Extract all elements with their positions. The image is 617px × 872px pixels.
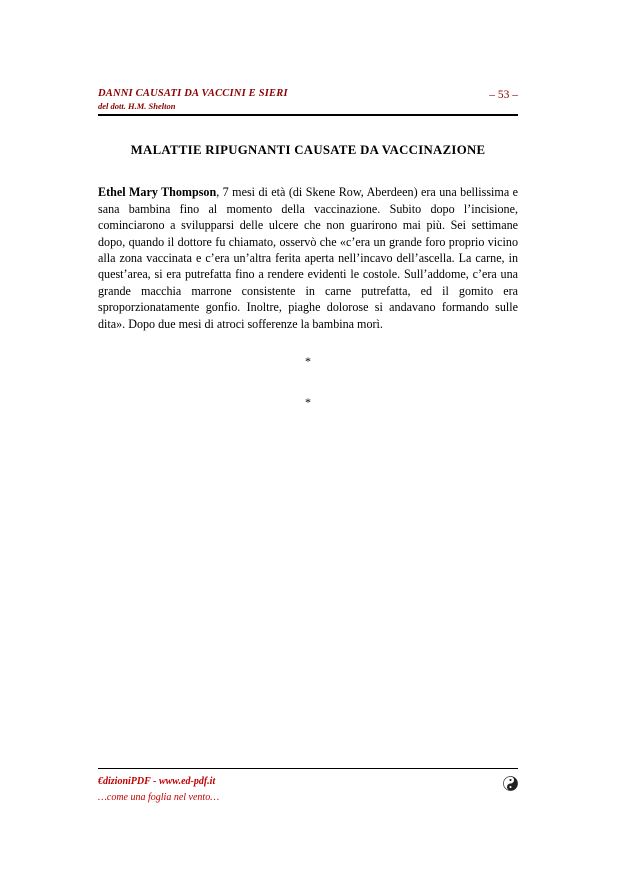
- page-number: – 53 –: [489, 89, 518, 101]
- footer-row: [98, 775, 518, 804]
- footer-text-block: [98, 775, 219, 804]
- page-footer: [98, 768, 518, 804]
- separator-asterisk-2: *: [305, 395, 311, 410]
- separator-asterisk-1: *: [305, 354, 311, 369]
- book-author: del dott. H.M. Shelton: [98, 100, 176, 111]
- lead-name: Ethel Mary Thompson: [98, 185, 217, 200]
- yin-yang-logo-icon: [503, 776, 518, 791]
- footer-divider: [98, 768, 518, 769]
- header-title-block: [98, 88, 288, 111]
- publisher-tagline: …come una foglia nel vento…: [98, 791, 220, 803]
- page-content: [98, 88, 518, 410]
- publisher-link[interactable]: €dizioniPDF - www.ed-pdf.it: [98, 776, 216, 787]
- book-title: DANNI CAUSATI DA VACCINI E SIERI: [98, 88, 288, 99]
- header-divider: [98, 114, 518, 116]
- page-header: [98, 88, 518, 111]
- body-paragraph-text: , 7 mesi di età (di Skene Row, Aberdeen) era una bellissima e sana bambina fino al momento della vaccinazione. Subito dopo l’incisione, cominciarono a svilupparsi delle ulcere che non guarirono mai più. Sei settimane dopo, quando il dottore fu chiamato, osservò che «c’era un grande foro proprio vicino alla zona vaccinata e c’era un’altra ferita aperta nell’incavo dell’ascella. La carne, in quest’area, si era putrefatta fino a rendere evidenti le costole. Sull’addome, c’era una grande macchia marrone consistente in carne putrefatta, ed il gomito era sproporzionatamente gonfio. Inoltre, piaghe dolorose si andavano formando sulle dita». Dopo due mesi di atroci sofferenze la bambina morì.: [98, 185, 518, 331]
- body-paragraph: [98, 184, 518, 332]
- section-title: MALATTIE RIPUGNANTI CAUSATE DA VACCINAZIONE: [130, 143, 486, 158]
